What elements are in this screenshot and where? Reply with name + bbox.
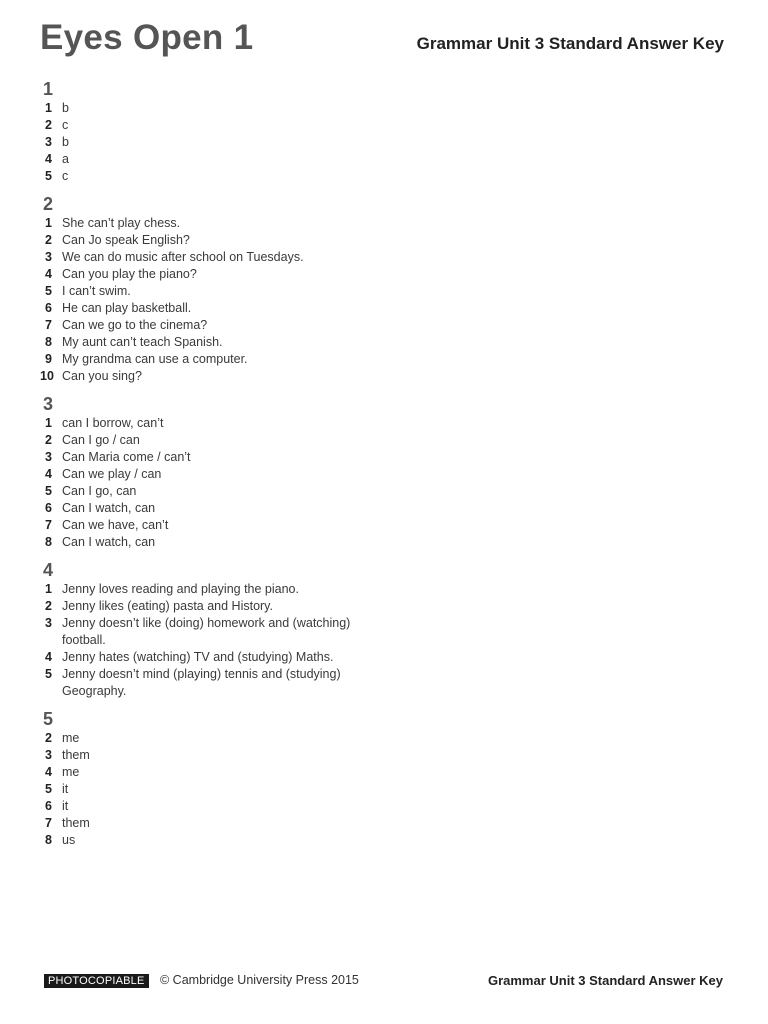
exercise-section (40, 559, 380, 700)
answer-item (40, 781, 380, 798)
answer-text: me (62, 731, 80, 745)
answer-number: 7 (45, 318, 52, 332)
answer-number: 3 (45, 616, 52, 630)
copyright-notice: © Cambridge University Press 2015 (160, 973, 359, 987)
answer-text: c (62, 169, 69, 183)
answer-text: them (62, 748, 90, 762)
answer-number: 7 (45, 518, 52, 532)
answer-item (40, 615, 380, 649)
answer-item (40, 283, 380, 300)
answer-text: She can’t play chess. (62, 216, 181, 230)
answer-item (40, 815, 380, 832)
answer-text: My grandma can use a computer. (62, 352, 248, 366)
answer-text: can I borrow, can’t (62, 416, 164, 430)
answer-number: 6 (45, 799, 52, 813)
answer-number: 5 (45, 667, 52, 681)
answer-number: 1 (45, 416, 52, 430)
answer-text: Can I go, can (62, 484, 137, 498)
answer-item (40, 730, 380, 747)
answer-item (40, 449, 380, 466)
answer-text: Can you play the piano? (62, 267, 197, 281)
answer-number: 4 (45, 467, 52, 481)
exercise-section (40, 193, 380, 385)
answer-text: Can we play / can (62, 467, 162, 481)
answer-number: 3 (45, 748, 52, 762)
answer-text: them (62, 816, 90, 830)
answer-item (40, 134, 380, 151)
page-footer (44, 972, 726, 992)
answer-number: 8 (45, 833, 52, 847)
answer-item (40, 334, 380, 351)
answer-number: 8 (45, 535, 52, 549)
answer-item (40, 317, 380, 334)
section-number: 2 (43, 194, 54, 214)
answer-text: c (62, 118, 69, 132)
answer-item (40, 534, 380, 551)
exercise-section (40, 78, 380, 185)
book-title: Eyes Open 1 (40, 18, 254, 57)
answer-item (40, 117, 380, 134)
answer-text: Can I watch, can (62, 535, 156, 549)
answer-number: 2 (45, 118, 52, 132)
answer-item (40, 832, 380, 849)
answer-item (40, 747, 380, 764)
answer-key-content (40, 78, 380, 857)
answer-item (40, 151, 380, 168)
answer-item (40, 266, 380, 283)
answer-item (40, 581, 380, 598)
answer-number: 6 (45, 501, 52, 515)
answer-item (40, 764, 380, 781)
answer-item (40, 483, 380, 500)
answer-number: 6 (45, 301, 52, 315)
answer-number: 3 (45, 250, 52, 264)
answer-text: us (62, 833, 76, 847)
answer-number: 4 (45, 765, 52, 779)
answer-item (40, 249, 380, 266)
answer-text: b (62, 135, 69, 149)
answer-item (40, 100, 380, 117)
answer-item (40, 215, 380, 232)
answer-number: 8 (45, 335, 52, 349)
answer-number: 5 (45, 782, 52, 796)
answer-number: 1 (45, 582, 52, 596)
answer-text: it (62, 799, 69, 813)
answer-text: it (62, 782, 69, 796)
answer-text: Jenny doesn’t like (doing) homework and (watching) football. (62, 616, 351, 647)
exercise-section (40, 393, 380, 551)
answer-number: 1 (45, 216, 52, 230)
answer-text: Can I watch, can (62, 501, 156, 515)
answer-number: 2 (45, 433, 52, 447)
answer-number: 9 (45, 352, 52, 366)
answer-item (40, 300, 380, 317)
answer-item (40, 466, 380, 483)
answer-number: 5 (45, 169, 52, 183)
answer-number: 2 (45, 599, 52, 613)
answer-item (40, 368, 380, 385)
answer-item (40, 168, 380, 185)
answer-number: 4 (45, 267, 52, 281)
answer-text: Can we go to the cinema? (62, 318, 208, 332)
answer-text: He can play basketball. (62, 301, 192, 315)
answer-text: Can Jo speak English? (62, 233, 190, 247)
answer-item (40, 666, 380, 700)
section-number: 1 (43, 79, 54, 99)
footer-document-title: Grammar Unit 3 Standard Answer Key (487, 973, 723, 988)
answer-number: 7 (45, 816, 52, 830)
answer-text: Jenny doesn’t mind (playing) tennis and (studying) Geography. (62, 667, 341, 698)
answer-text: Can you sing? (62, 369, 142, 383)
answer-text: Can we have, can’t (62, 518, 169, 532)
answer-text: Jenny hates (watching) TV and (studying) Maths. (62, 650, 334, 664)
answer-text: a (62, 152, 69, 166)
answer-item (40, 598, 380, 615)
answer-text: b (62, 101, 69, 115)
answer-number: 4 (45, 650, 52, 664)
answer-item (40, 351, 380, 368)
exercise-section (40, 708, 380, 849)
answer-item (40, 500, 380, 517)
answer-number: 4 (45, 152, 52, 166)
section-number: 5 (43, 709, 54, 729)
answer-number: 2 (45, 233, 52, 247)
answer-item (40, 517, 380, 534)
section-number: 3 (43, 394, 54, 414)
section-number: 4 (43, 560, 54, 580)
answer-text: Can I go / can (62, 433, 140, 447)
answer-number: 10 (40, 369, 54, 383)
answer-number: 5 (45, 484, 52, 498)
answer-item (40, 798, 380, 815)
answer-number: 3 (45, 135, 52, 149)
answer-item (40, 415, 380, 432)
answer-text: Can Maria come / can’t (62, 450, 191, 464)
answer-text: Jenny likes (eating) pasta and History. (62, 599, 273, 613)
answer-number: 5 (45, 284, 52, 298)
photocopiable-badge: PHOTOCOPIABLE (44, 974, 149, 988)
answer-number: 1 (45, 101, 52, 115)
answer-number: 3 (45, 450, 52, 464)
answer-text: I can’t swim. (62, 284, 131, 298)
answer-text: me (62, 765, 80, 779)
answer-number: 2 (45, 731, 52, 745)
page-header (40, 18, 726, 68)
answer-item (40, 649, 380, 666)
answer-item (40, 232, 380, 249)
answer-text: Jenny loves reading and playing the piano. (62, 582, 299, 596)
answer-text: We can do music after school on Tuesdays. (62, 250, 304, 264)
document-title: Grammar Unit 3 Standard Answer Key (416, 34, 724, 53)
answer-item (40, 432, 380, 449)
answer-text: My aunt can’t teach Spanish. (62, 335, 223, 349)
